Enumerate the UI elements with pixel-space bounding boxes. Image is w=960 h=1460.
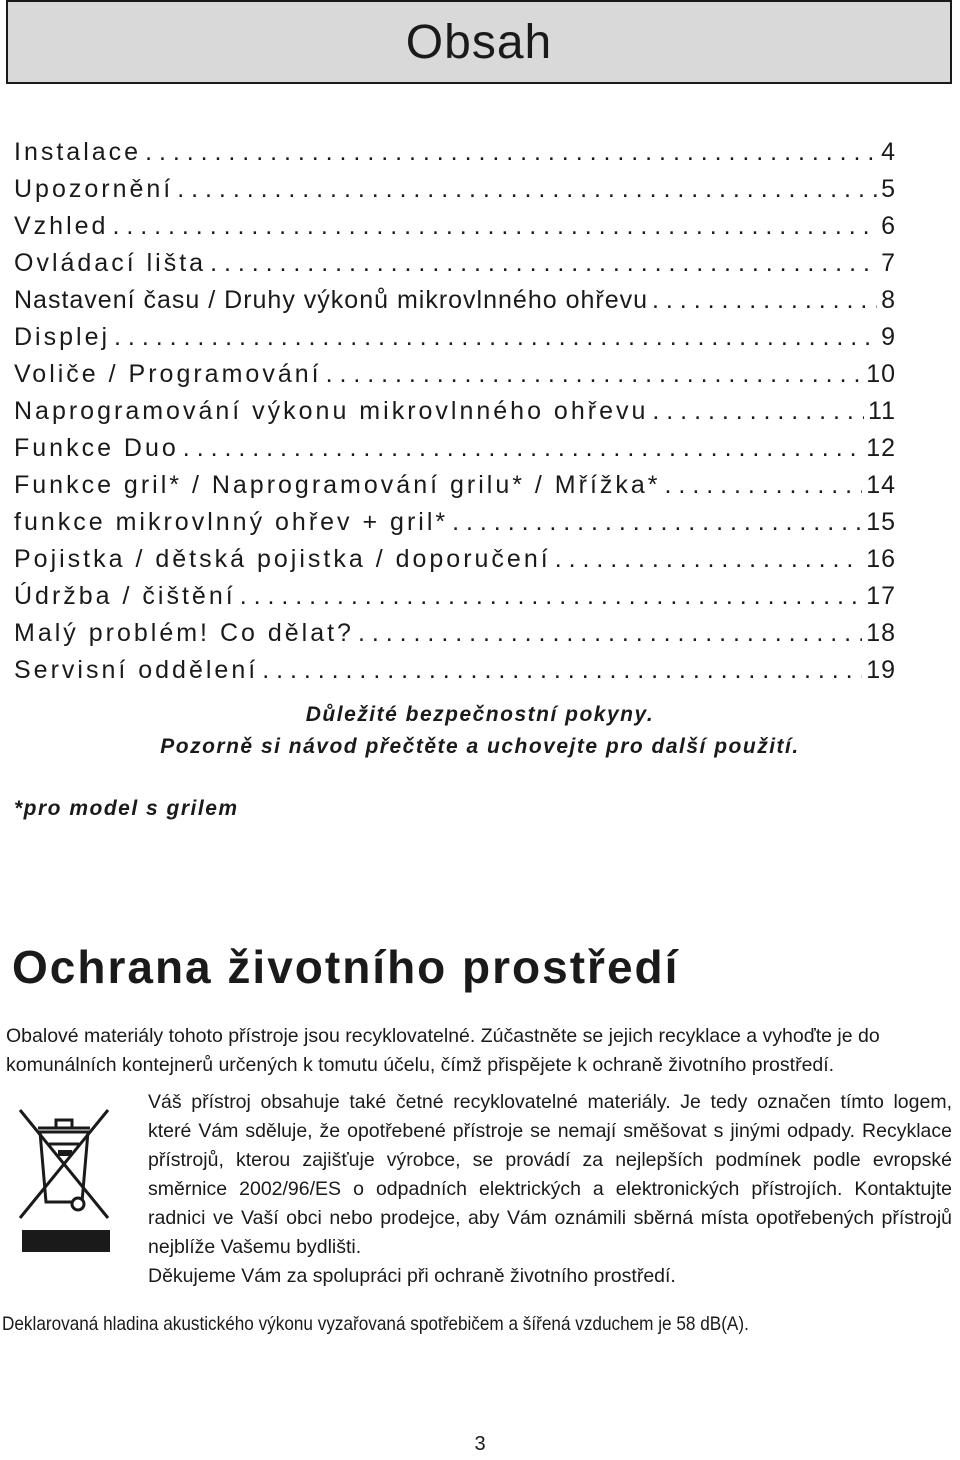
toc-entry-page: 19 <box>866 656 896 684</box>
toc-entry <box>14 619 896 656</box>
toc-leader-dots <box>652 397 864 426</box>
grill-model-footnote: *pro model s grilem <box>14 797 239 820</box>
safety-notice-text: Pozorně si návod přečtěte a uchovejte pro další použití. <box>160 735 800 758</box>
toc-entry <box>14 323 896 360</box>
toc-leader-dots <box>452 508 862 537</box>
toc-leader-dots <box>652 286 877 315</box>
toc-entry-label: Instalace <box>14 138 142 166</box>
toc-entry-label: Ovládací lišta <box>14 249 207 277</box>
toc-entry-page: 5 <box>881 175 896 203</box>
toc-entry-page: 7 <box>881 249 896 277</box>
toc-entry-label: Naprogramování výkonu mikrovlnného ohřevu <box>14 397 649 425</box>
toc-entry-page: 8 <box>881 286 896 314</box>
toc-entry <box>14 582 896 619</box>
toc-leader-dots <box>240 582 863 611</box>
toc-entry <box>14 434 896 471</box>
toc-entry-label: Voliče / Programování <box>14 360 322 388</box>
page-title: Obsah <box>405 16 553 69</box>
toc-entry <box>14 508 896 545</box>
toc-entry-page: 9 <box>881 323 896 351</box>
toc-entry-label: Displej <box>14 323 111 351</box>
toc-entry <box>14 212 896 249</box>
table-of-contents <box>14 138 896 693</box>
toc-entry-label: Nastavení času / Druhy výkonů mikrovlnného ohřevu <box>14 286 649 314</box>
toc-leader-dots <box>183 434 862 463</box>
toc-entry-page: 4 <box>881 138 896 166</box>
toc-entry-page: 12 <box>866 434 896 462</box>
toc-leader-dots <box>114 323 877 352</box>
toc-entry-label: Pojistka / dětská pojistka / doporučení <box>14 545 551 573</box>
toc-entry-label: Vzhled <box>14 212 109 240</box>
toc-entry <box>14 545 896 582</box>
toc-leader-dots <box>112 212 877 241</box>
title-banner <box>6 0 952 84</box>
toc-entry-page: 18 <box>866 619 896 647</box>
toc-entry-page: 15 <box>866 508 896 536</box>
toc-entry-page: 11 <box>868 397 896 425</box>
toc-leader-dots <box>145 138 877 167</box>
toc-entry-page: 16 <box>866 545 896 573</box>
thank-you-text: Děkujeme Vám za spolupráci při ochraně životního prostředí. <box>148 1265 676 1287</box>
toc-leader-dots <box>555 545 863 574</box>
toc-entry-page: 10 <box>866 360 896 388</box>
toc-leader-dots <box>177 175 877 204</box>
toc-entry-label: Údržba / čištění <box>14 582 236 610</box>
toc-entry <box>14 471 896 508</box>
toc-leader-dots <box>665 471 863 500</box>
toc-entry <box>14 286 896 323</box>
toc-entry <box>14 175 896 212</box>
toc-entry <box>14 138 896 175</box>
toc-entry-label: Funkce Duo <box>14 434 179 462</box>
toc-entry-label: Malý problém! Co dělat? <box>14 619 354 647</box>
toc-entry-page: 14 <box>866 471 896 499</box>
toc-entry-page: 6 <box>881 212 896 240</box>
toc-entry <box>14 360 896 397</box>
toc-entry-label: Upozornění <box>14 175 174 203</box>
toc-entry-label: Funkce gril* / Naprogramování grilu* / Mřížka* <box>14 471 661 499</box>
toc-leader-dots <box>210 249 877 278</box>
toc-entry <box>14 249 896 286</box>
safety-notice-title: Důležité bezpečnostní pokyny. <box>305 703 655 726</box>
environment-heading: Ochrana životního prostředí <box>12 941 680 993</box>
acoustic-declaration: Deklarovaná hladina akustického výkonu vyzařovaná spotřebičem a šířená vzduchem je 58 dB(A). <box>2 1313 749 1335</box>
toc-entry-page: 17 <box>866 582 896 610</box>
crossed-out-wheelie-bin-icon <box>16 1102 112 1254</box>
toc-leader-dots <box>358 619 862 648</box>
packaging-recycling-paragraph: Obalové materiály tohoto přístroje jsou recyklovatelné. Zúčastněte se jejich recyklace a vyhoďte je do komunálních kontejnerů určených k tomutu účelu, čímž přispějete k ochraně životního prostředí. <box>6 1025 880 1076</box>
toc-entry-label: funkce mikrovlnný ohřev + gril* <box>14 508 449 536</box>
page-number: 3 <box>474 1433 486 1455</box>
toc-entry-label: Servisní oddělení <box>14 656 259 684</box>
toc-leader-dots <box>262 656 862 685</box>
toc-entry <box>14 656 896 693</box>
toc-entry <box>14 397 896 434</box>
recycling-info-text: Váš přístroj obsahuje také četné recyklovatelné materiály. Je tedy označen tímto logem, které Vám sděluje, že opotřebené přístroje se nemají směšovat s jinými odpady. Recyklace přístrojů, kterou zajišťuje výrobce, se provádí za nejlepších podmínek podle evropské směrnice 2002/96/ES o odpadních elektrických a elektronických přístrojích. Kontaktujte radnici ve Vaší obci nebo prodejce, aby Vám oznámili sběrná místa opotřebených přístrojů nejblíže Vašemu bydlišti. <box>148 1091 952 1258</box>
toc-leader-dots <box>326 360 863 389</box>
recycling-info-paragraph <box>148 1088 952 1291</box>
